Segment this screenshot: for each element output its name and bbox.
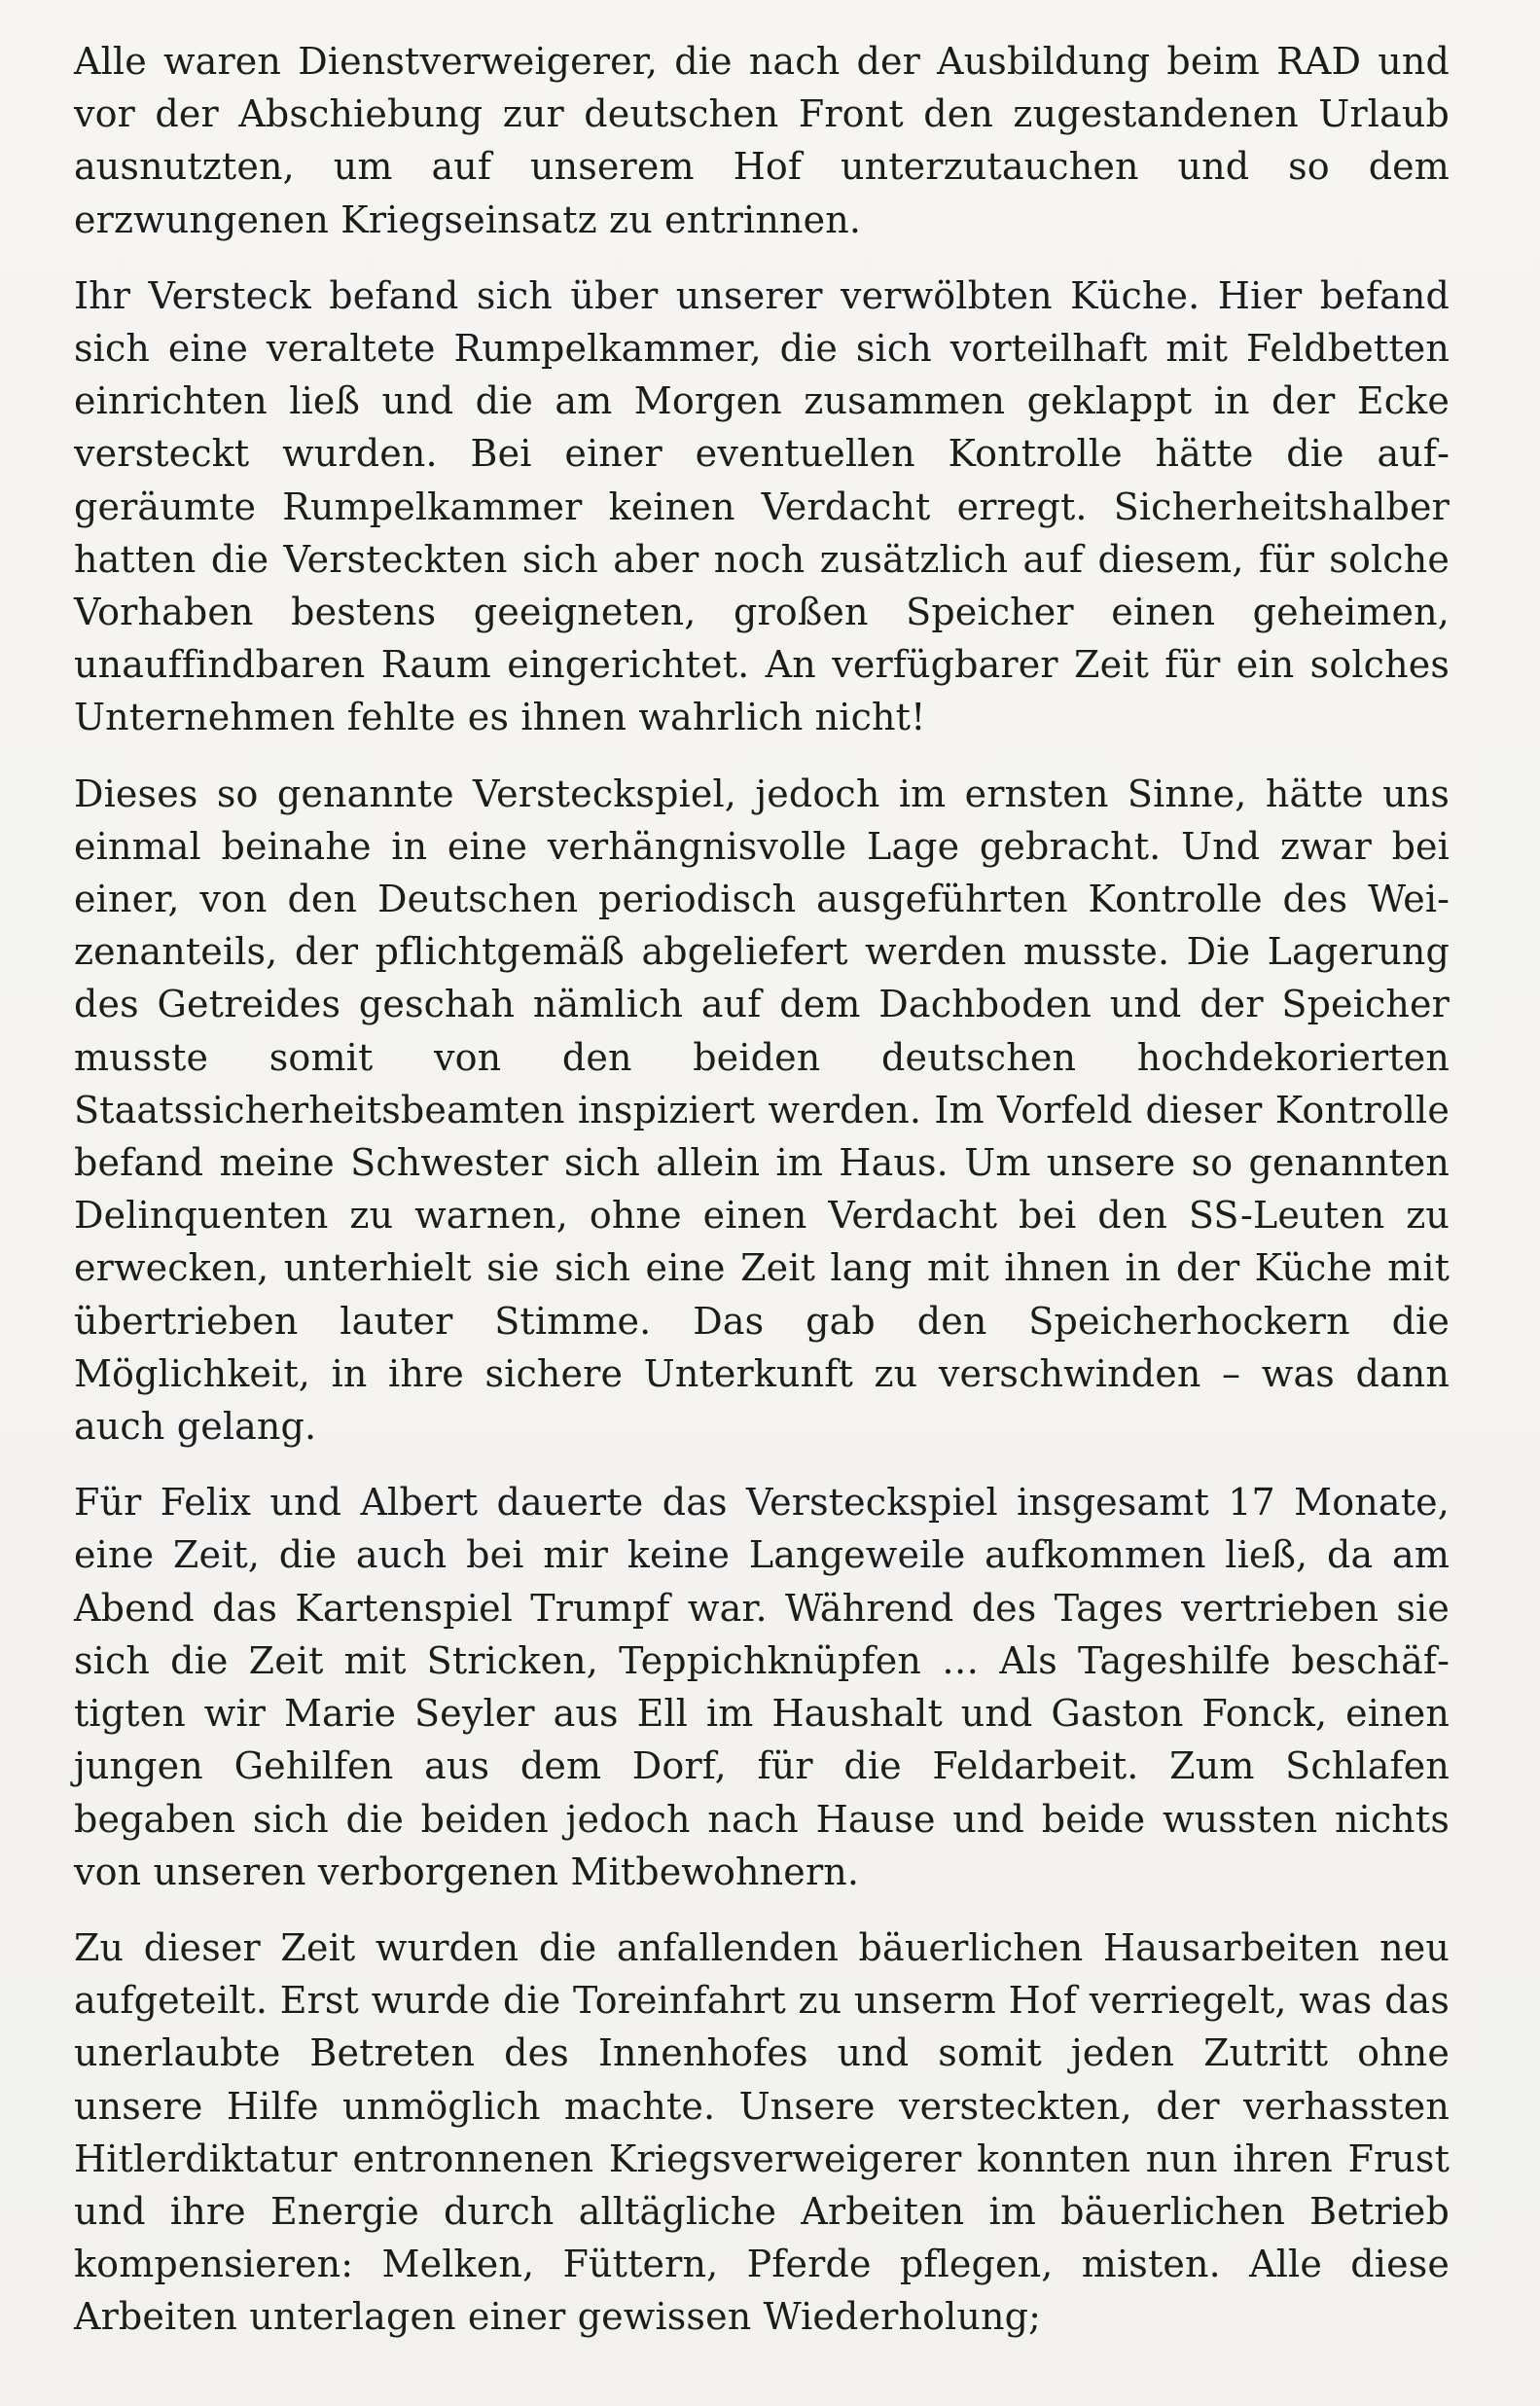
paragraph-deserters: Alle waren Dienstverweigerer, die nach der Ausbildung beim RAD und vor der Abschiebung zur deutschen Front den zugestandenen Urlaub ausnutzten, um auf unserem Hof unterzutauchen und so dem erzwungenen Kriegseinsatz zu entrinnen. bbox=[74, 40, 1450, 241]
paragraph-seventeen-months: Für Felix und Albert dauerte das Versteckspiel insgesamt 17 Monate, eine Zeit, die auch bei mir keine Langeweile aufkommen ließ, da am Abend das Kartenspiel Trumpf war. Während des Tages vertrieben sie sich die Zeit mit Stricken, Teppichknüpfen … Als Tageshilfe beschäftigten wir Marie Seyler aus Ell im Haushalt und Gaston Fonck, einen jungen Gehilfen aus dem Dorf, für die Feldarbeit. Zum Schlafen begaben sich die beiden jedoch nach Hause und beide wussten nichts von unseren verborgenen Mitbewohnern. bbox=[74, 1481, 1450, 1893]
paragraph-hiding-place: Ihr Versteck befand sich über unserer verwölbten Küche. Hier befand sich eine veraltete Rumpelkammer, die sich vorteilhaft mit Feldbetten einrichten ließ und die am Morgen zusammen geklappt in der Ecke versteckt wurden. Bei einer eventuellen Kontrolle hätte die aufgeräumte Rumpelkammer keinen Verdacht erregt. Sicherheitshalber hatten die Versteckten sich aber noch zusätzlich auf diesem, für solche Vorhaben bestens geeigneten, großen Speicher einen geheimen, unauffindbaren Raum eingerichtet. An verfügbarer Zeit für ein solches Unternehmen fehlte es ihnen wahrlich nicht! bbox=[74, 273, 1450, 739]
paragraph-farm-work: Zu dieser Zeit wurden die anfallenden bäuerlichen Hausarbeiten neu aufgeteilt. Erst wurde die Toreinfahrt zu unserm Hof verriegelt, was das unerlaubte Betreten des Innenhofes und somit jeden Zutritt ohne unsere Hilfe unmöglich machte. Unsere versteckten, der verhassten Hitlerdiktatur entronnenen Kriegsverweigerer konnten nun ihren Frust und ihre Energie durch alltägliche Arbeiten im bäuerlichen Betrieb kompensieren: Melken, Füttern, Pferde pflegen, misten. Alle diese Arbeiten unterlagen einer gewissen Wiederholung; bbox=[74, 1925, 1450, 2339]
body-text bbox=[74, 35, 1450, 2344]
paragraph-inspection: Dieses so genannte Versteckspiel, jedoch im ernsten Sinne, hätte uns einmal beinahe in eine verhängnisvolle Lage gebracht. Und zwar bei einer, von den Deutschen periodisch ausgeführten Kontrolle des Weizenanteils, der pflichtgemäß abgeliefert werden musste. Die Lagerung des Getreides geschah nämlich auf dem Dachboden und der Speicher musste somit von den beiden deutschen hochdekorierten Staatssicherheitsbeamten inspiziert werden. Im Vorfeld dieser Kontrolle befand meine Schwester sich allein im Haus. Um unsere so genannten Delinquenten zu warnen, ohne einen Verdacht bei den SS-Leuten zu erwecken, unterhielt sie sich eine Zeit lang mit ihnen in der Küche mit übertrieben lauter Stimme. Das gab den Speicherhockern die Möglichkeit, in ihre sichere Unterkunft zu verschwinden – was dann auch gelang. bbox=[74, 772, 1450, 1449]
